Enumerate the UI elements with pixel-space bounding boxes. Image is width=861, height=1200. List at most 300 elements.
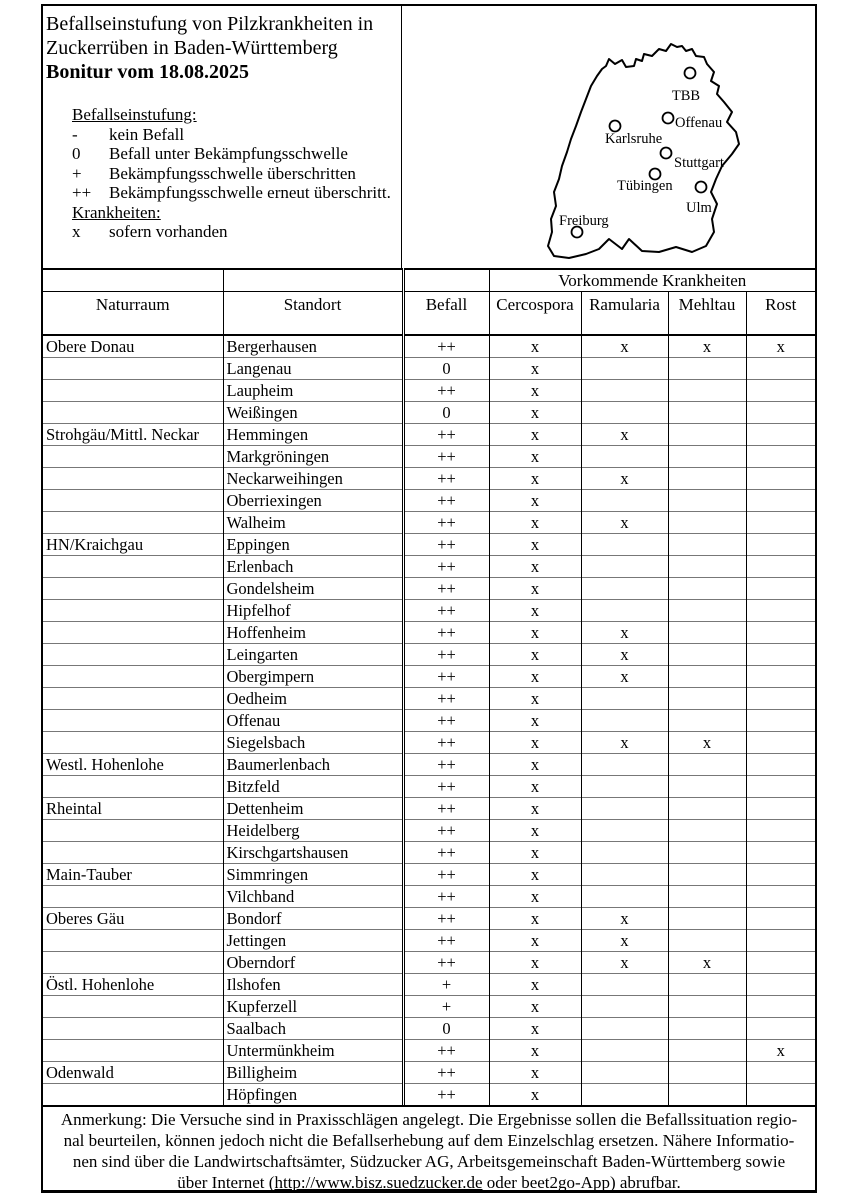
cell-ramularia: x <box>581 644 668 666</box>
cell-cercospora: x <box>489 1040 581 1062</box>
cell-naturraum <box>43 886 223 908</box>
cell-mehltau <box>668 644 746 666</box>
cell-ramularia <box>581 534 668 556</box>
cell-befall: ++ <box>403 556 489 578</box>
cell-befall: ++ <box>403 1062 489 1084</box>
cell-befall: 0 <box>403 1018 489 1040</box>
cell-standort: Walheim <box>223 512 403 534</box>
cell-naturraum <box>43 600 223 622</box>
infestation-table <box>43 268 815 1105</box>
table-row <box>43 886 815 908</box>
cell-cercospora: x <box>489 446 581 468</box>
cell-rost <box>746 512 815 534</box>
cell-cercospora: x <box>489 930 581 952</box>
cell-mehltau <box>668 886 746 908</box>
cell-befall: ++ <box>403 600 489 622</box>
cell-befall: 0 <box>403 402 489 424</box>
cell-ramularia <box>581 380 668 402</box>
cell-befall: ++ <box>403 864 489 886</box>
cell-rost <box>746 820 815 842</box>
cell-standort: Saalbach <box>223 1018 403 1040</box>
table-row <box>43 666 815 688</box>
cell-ramularia: x <box>581 732 668 754</box>
cell-standort: Siegelsbach <box>223 732 403 754</box>
cell-mehltau <box>668 688 746 710</box>
table-row <box>43 335 815 358</box>
cell-standort: Jettingen <box>223 930 403 952</box>
cell-mehltau <box>668 666 746 688</box>
legend-symbol: + <box>72 163 82 183</box>
city-label-freiburg: Freiburg <box>559 213 609 229</box>
table-row <box>43 534 815 556</box>
cell-naturraum: Obere Donau <box>46 336 135 356</box>
cell-rost <box>746 886 815 908</box>
cell-ramularia <box>581 754 668 776</box>
cell-standort: Gondelsheim <box>223 578 403 600</box>
cell-cercospora: x <box>489 952 581 974</box>
cell-cercospora: x <box>489 974 581 996</box>
cell-standort: Oberndorf <box>223 952 403 974</box>
cell-naturraum <box>43 1040 223 1062</box>
cell-cercospora: x <box>489 402 581 424</box>
column-header-naturraum: Naturraum <box>43 292 223 336</box>
cell-rost <box>746 578 815 600</box>
cell-naturraum <box>43 952 223 974</box>
cell-standort: Baumerlenbach <box>223 754 403 776</box>
map-area <box>402 6 815 268</box>
cell-befall: ++ <box>403 380 489 402</box>
cell-naturraum <box>43 358 223 380</box>
legend <box>72 105 401 242</box>
cell-befall: ++ <box>403 754 489 776</box>
footer-line4 <box>43 1172 815 1193</box>
cell-rost <box>746 1084 815 1106</box>
cell-mehltau: x <box>668 732 746 754</box>
cell-standort: Billigheim <box>223 1062 403 1084</box>
cell-naturraum <box>43 446 223 468</box>
cell-naturraum: Odenwald <box>43 1062 223 1084</box>
empty-header-cell <box>223 269 403 292</box>
cell-standort: Heidelberg <box>223 820 403 842</box>
cell-befall: ++ <box>403 710 489 732</box>
cell-rost: x <box>746 1040 815 1062</box>
cell-befall: ++ <box>403 534 489 556</box>
cell-naturraum <box>43 842 223 864</box>
cell-befall: ++ <box>403 490 489 512</box>
cell-befall: ++ <box>403 644 489 666</box>
cell-cercospora: x <box>489 1018 581 1040</box>
cell-naturraum <box>43 1018 223 1040</box>
cell-naturraum: Main-Tauber <box>43 864 223 886</box>
cell-ramularia <box>581 776 668 798</box>
cell-rost <box>746 754 815 776</box>
cell-mehltau <box>668 930 746 952</box>
cell-cercospora: x <box>489 732 581 754</box>
cell-rost <box>746 534 815 556</box>
cell-ramularia <box>581 578 668 600</box>
cell-rost <box>746 996 815 1018</box>
cell-rost <box>746 798 815 820</box>
cell-standort: Kirschgartshausen <box>223 842 403 864</box>
cell-naturraum <box>43 556 223 578</box>
table-row <box>43 490 815 512</box>
cell-befall: ++ <box>403 776 489 798</box>
table-row <box>43 996 815 1018</box>
cell-befall: ++ <box>403 335 489 358</box>
cell-rost <box>746 732 815 754</box>
cell-standort: Oedheim <box>223 688 403 710</box>
cell-cercospora: x <box>489 754 581 776</box>
cell-ramularia <box>581 402 668 424</box>
title-date: Bonitur vom 18.08.2025 <box>46 61 249 83</box>
column-header-cercospora: Cercospora <box>489 292 581 336</box>
baden-wuerttemberg-map <box>402 6 814 268</box>
title-block <box>43 6 402 268</box>
cell-cercospora: x <box>489 335 581 358</box>
cell-befall: ++ <box>403 842 489 864</box>
footer-note <box>43 1105 815 1193</box>
cell-befall: ++ <box>403 952 489 974</box>
table-row <box>43 512 815 534</box>
cell-ramularia <box>581 710 668 732</box>
cell-standort: Markgröningen <box>223 446 403 468</box>
cell-mehltau <box>668 358 746 380</box>
cell-befall: ++ <box>403 446 489 468</box>
column-header-rost: Rost <box>746 292 815 336</box>
cell-mehltau <box>668 380 746 402</box>
cell-cercospora: x <box>489 490 581 512</box>
cell-ramularia <box>581 820 668 842</box>
cell-naturraum: Östl. Hohenlohe <box>43 974 223 996</box>
column-header-befall: Befall <box>403 292 489 336</box>
footer-line4-pre: über Internet ( <box>177 1173 275 1192</box>
cell-standort: Ilshofen <box>223 974 403 996</box>
table-row <box>43 732 815 754</box>
cell-cercospora: x <box>489 556 581 578</box>
table-row <box>43 710 815 732</box>
cell-cercospora: x <box>489 358 581 380</box>
cell-naturraum <box>43 402 223 424</box>
cell-rost <box>746 688 815 710</box>
cell-ramularia: x <box>581 952 668 974</box>
city-label-karlsruhe: Karlsruhe <box>605 131 663 147</box>
cell-standort: Bondorf <box>223 908 403 930</box>
cell-mehltau <box>668 754 746 776</box>
table-row <box>43 578 815 600</box>
cell-cercospora: x <box>489 622 581 644</box>
cell-standort: Hemmingen <box>223 424 403 446</box>
cell-rost <box>746 446 815 468</box>
cell-cercospora: x <box>489 644 581 666</box>
cell-cercospora: x <box>489 600 581 622</box>
cell-standort: Bitzfeld <box>223 776 403 798</box>
cell-standort: Neckarweihingen <box>223 468 403 490</box>
cell-mehltau <box>668 974 746 996</box>
cell-cercospora: x <box>489 798 581 820</box>
cell-naturraum: Oberes Gäu <box>43 908 223 930</box>
table-row <box>43 1084 815 1106</box>
cell-mehltau <box>668 600 746 622</box>
legend-text: Befall unter Bekämpfungsschwelle <box>109 144 348 163</box>
cell-befall: ++ <box>403 424 489 446</box>
cell-standort: Hipfelhof <box>223 600 403 622</box>
cell-mehltau <box>668 776 746 798</box>
cell-cercospora: x <box>489 710 581 732</box>
report-header <box>43 6 815 268</box>
cell-cercospora: x <box>489 512 581 534</box>
cell-naturraum <box>43 732 223 754</box>
cell-ramularia <box>581 1040 668 1062</box>
cell-befall: + <box>403 996 489 1018</box>
cell-cercospora: x <box>489 380 581 402</box>
cell-naturraum: Strohgäu/Mittl. Neckar <box>43 424 223 446</box>
cell-ramularia: x <box>581 512 668 534</box>
cell-naturraum <box>43 380 223 402</box>
cell-standort: Eppingen <box>223 534 403 556</box>
cell-cercospora: x <box>489 908 581 930</box>
cell-ramularia: x <box>581 468 668 490</box>
legend-symbol: x <box>72 222 81 241</box>
column-header-ramularia: Ramularia <box>581 292 668 336</box>
cell-befall: ++ <box>403 886 489 908</box>
cell-naturraum <box>43 996 223 1018</box>
bisz-link[interactable]: http://www.bisz.suedzucker.de <box>274 1173 483 1192</box>
cell-cercospora: x <box>489 688 581 710</box>
cell-rost <box>746 908 815 930</box>
city-label-ulm: Ulm <box>686 200 712 216</box>
legend-item <box>72 164 401 184</box>
cell-befall: ++ <box>403 512 489 534</box>
legend-text: sofern vorhanden <box>109 222 228 241</box>
cell-rost <box>746 600 815 622</box>
cell-standort: Untermünkheim <box>223 1040 403 1062</box>
cell-mehltau <box>668 798 746 820</box>
table-row <box>43 556 815 578</box>
cell-naturraum <box>43 1084 223 1106</box>
cell-mehltau <box>668 556 746 578</box>
empty-header-cell <box>43 269 223 292</box>
cell-mehltau <box>668 1062 746 1084</box>
cell-rost <box>746 666 815 688</box>
table-row <box>43 974 815 996</box>
cell-standort: Bergerhausen <box>223 335 403 358</box>
table-row <box>43 424 815 446</box>
cell-ramularia <box>581 886 668 908</box>
cell-rost <box>746 1062 815 1084</box>
legend-symbol: 0 <box>72 144 81 163</box>
cell-befall: ++ <box>403 930 489 952</box>
table-row <box>43 688 815 710</box>
cell-standort: Dettenheim <box>223 798 403 820</box>
cell-ramularia <box>581 556 668 578</box>
cell-naturraum <box>43 820 223 842</box>
cell-mehltau <box>668 820 746 842</box>
cell-naturraum <box>43 490 223 512</box>
cell-naturraum <box>43 578 223 600</box>
table-row <box>43 908 815 930</box>
cell-cercospora: x <box>489 820 581 842</box>
cell-rost <box>746 776 815 798</box>
cell-cercospora: x <box>489 1062 581 1084</box>
cell-ramularia: x <box>581 908 668 930</box>
table-group-header-row <box>43 269 815 292</box>
cell-cercospora: x <box>489 578 581 600</box>
cell-mehltau <box>668 622 746 644</box>
table-column-header-row <box>43 292 815 336</box>
cell-cercospora: x <box>489 534 581 556</box>
cell-ramularia <box>581 798 668 820</box>
cell-naturraum <box>43 710 223 732</box>
city-label-tbb: TBB <box>671 88 701 104</box>
legend-item <box>72 183 401 203</box>
table-row <box>43 754 815 776</box>
table-body <box>43 335 815 1105</box>
empty-header-cell <box>403 269 489 292</box>
cell-rost <box>746 622 815 644</box>
cell-mehltau <box>668 842 746 864</box>
cell-befall: ++ <box>403 622 489 644</box>
cell-naturraum <box>43 666 223 688</box>
cell-befall: ++ <box>403 1084 489 1106</box>
cell-rost <box>746 974 815 996</box>
cell-naturraum <box>43 688 223 710</box>
cell-standort: Simmringen <box>223 864 403 886</box>
cell-mehltau <box>668 534 746 556</box>
legend-heading-befall: Befallseinstufung: <box>72 105 197 124</box>
cell-naturraum <box>43 512 223 534</box>
legend-item <box>72 125 401 145</box>
city-marker-ulm <box>696 182 707 193</box>
footer-line2: nal beurteilen, können jedoch nicht die Befallserhebung auf dem Einzelschlag ersetzen. Nähere Informatio- <box>63 1131 795 1150</box>
cell-mehltau <box>668 468 746 490</box>
cell-ramularia <box>581 842 668 864</box>
city-marker-tbb <box>685 68 696 79</box>
legend-symbol: - <box>72 124 78 144</box>
table-row <box>43 446 815 468</box>
cell-mehltau <box>668 402 746 424</box>
legend-text: kein Befall <box>109 124 185 144</box>
table-row <box>43 644 815 666</box>
cell-rost <box>746 424 815 446</box>
cell-befall: ++ <box>403 732 489 754</box>
cell-rost <box>746 402 815 424</box>
cell-ramularia <box>581 446 668 468</box>
cell-ramularia <box>581 996 668 1018</box>
table-row <box>43 864 815 886</box>
cell-rost <box>746 710 815 732</box>
title-line1: Befallseinstufung von Pilzkrankheiten in <box>46 13 374 35</box>
cell-cercospora: x <box>489 666 581 688</box>
cell-mehltau <box>668 908 746 930</box>
cell-rost <box>746 1018 815 1040</box>
city-label-stuttgart: Stuttgart <box>674 155 724 171</box>
cell-mehltau <box>668 1018 746 1040</box>
cell-standort: Leingarten <box>223 644 403 666</box>
city-marker-karlsruhe <box>610 121 621 132</box>
cell-rost <box>746 490 815 512</box>
cell-standort: Oberriexingen <box>223 490 403 512</box>
cell-mehltau <box>668 710 746 732</box>
cell-standort: Offenau <box>223 710 403 732</box>
cell-rost <box>746 952 815 974</box>
cell-naturraum <box>43 622 223 644</box>
cell-befall: ++ <box>403 798 489 820</box>
city-marker-offenau <box>663 113 674 124</box>
cell-befall: ++ <box>403 578 489 600</box>
table-row <box>43 1018 815 1040</box>
cell-naturraum <box>43 644 223 666</box>
legend-symbol: ++ <box>72 183 92 202</box>
cell-naturraum <box>43 776 223 798</box>
cell-befall: ++ <box>403 468 489 490</box>
legend-heading-krankheiten: Krankheiten: <box>72 202 161 222</box>
cell-ramularia <box>581 1018 668 1040</box>
cell-ramularia: x <box>581 335 668 358</box>
cell-ramularia: x <box>581 424 668 446</box>
cell-standort: Obergimpern <box>223 666 403 688</box>
cell-befall: ++ <box>403 1040 489 1062</box>
cell-standort: Vilchband <box>223 886 403 908</box>
diseases-group-header: Vorkommende Krankheiten <box>489 269 815 292</box>
cell-ramularia <box>581 600 668 622</box>
cell-naturraum <box>43 930 223 952</box>
cell-standort: Erlenbach <box>223 556 403 578</box>
cell-mehltau <box>668 424 746 446</box>
cell-rost <box>746 842 815 864</box>
cell-cercospora: x <box>489 886 581 908</box>
cell-cercospora: x <box>489 842 581 864</box>
cell-rost <box>746 468 815 490</box>
title-line2: Zuckerrüben in Baden-Württemberg <box>46 37 338 59</box>
table-row <box>43 358 815 380</box>
table-row <box>43 402 815 424</box>
cell-standort: Kupferzell <box>223 996 403 1018</box>
cell-naturraum <box>43 468 223 490</box>
legend-item <box>72 222 401 242</box>
table-row <box>43 1040 815 1062</box>
report-title <box>46 12 401 84</box>
cell-cercospora: x <box>489 424 581 446</box>
cell-mehltau <box>668 996 746 1018</box>
cell-cercospora: x <box>489 996 581 1018</box>
cell-cercospora: x <box>489 1084 581 1106</box>
table-row <box>43 380 815 402</box>
legend-item <box>72 144 401 164</box>
cell-befall: + <box>403 974 489 996</box>
cell-cercospora: x <box>489 468 581 490</box>
cell-mehltau <box>668 1040 746 1062</box>
cell-rost <box>746 380 815 402</box>
cell-befall: ++ <box>403 666 489 688</box>
cell-naturraum: HN/Kraichgau <box>43 534 223 556</box>
cell-standort: Laupheim <box>223 380 403 402</box>
table-row <box>43 842 815 864</box>
cell-ramularia <box>581 974 668 996</box>
cell-ramularia: x <box>581 930 668 952</box>
cell-rost <box>746 358 815 380</box>
cell-rost: x <box>746 335 815 358</box>
cell-standort: Höpfingen <box>223 1084 403 1106</box>
cell-ramularia <box>581 1062 668 1084</box>
table-row <box>43 798 815 820</box>
footer-line3: nen sind über die Landwirtschaftsämter, Südzucker AG, Arbeitsgemeinschaft Baden-Württemberg sowie <box>72 1152 786 1171</box>
table-row <box>43 622 815 644</box>
cell-mehltau <box>668 578 746 600</box>
table-row <box>43 600 815 622</box>
table-row <box>43 1062 815 1084</box>
cell-naturraum: Westl. Hohenlohe <box>43 754 223 776</box>
cell-ramularia <box>581 864 668 886</box>
